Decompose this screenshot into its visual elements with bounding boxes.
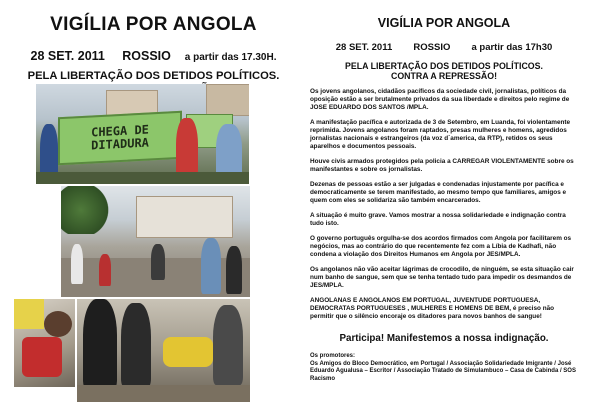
promoters-text: Os Amigos do Bloco Democrático, em Portugal / Associação Solidariedade Imigrante / José Eduardo Agualusa – Escritor / Associação Tratado de Simulambuco – Casa de Cabinda / SOS Racismo [310, 360, 576, 382]
crowd-figure [71, 244, 83, 284]
crowd-figure [151, 244, 165, 280]
left-title: VIGÍLIA POR ANGOLA [50, 14, 257, 35]
crowd-figure [226, 246, 242, 294]
crowd-figure [201, 238, 221, 294]
right-dateline [310, 42, 578, 53]
yellow-cloth-shape [14, 299, 44, 329]
call-to-action: Participa! Manifestemos a nossa indignação. [339, 333, 549, 344]
banner-line1: CHEGA DE [91, 122, 149, 140]
banner-line2: DITADURA [91, 135, 149, 153]
injured-protester-photo [14, 299, 75, 387]
left-time: a partir das 17.30H. [184, 52, 277, 63]
right-heading-line1: PELA LIBERTAÇÃO DOS DETIDOS POLÍTICOS. [345, 61, 543, 71]
bystander-figure [213, 305, 243, 385]
officer-figure [83, 299, 117, 389]
officer-figure [121, 303, 151, 387]
protest-banner-photo [36, 84, 249, 184]
paragraph-6: O governo português orgulha-se dos acordos firmados com Angola por facilitarem os negócios, mas ao contrário do que recentemente fez com a Líbia de Kadhafi, não condena a violação dos Direitos Humanos em Angola por JES/MPLA. [310, 235, 572, 258]
right-title: VIGÍLIA POR ANGOLA [377, 16, 511, 30]
left-date: 28 SET. 2011 [30, 49, 105, 63]
arrest-photo [77, 299, 250, 402]
paragraph-7: Os angolanos não vão aceitar lágrimas de crocodilo, de ninguém, se esta situação cair num banho de sangue, sem que se tenha tentado tudo para impedir os desmandos de JES/MPLA. [310, 266, 574, 289]
right-panel [300, 0, 590, 417]
tree-shape [61, 186, 111, 234]
paragraph-1: Os jovens angolanos, cidadãos pacíficos da sociedade civil, jornalistas, políticos da oposição estão a ser brutalmente privados da sua liberdade e direitos pelo regime de JOSE EDUARDO DOS SANTOS /MPLA. [310, 88, 570, 111]
red-shirt-shape [22, 337, 62, 377]
left-dateline [22, 49, 285, 63]
paragraph-5: A situação é muito grave. Vamos mostrar a nossa solidariedade e indignação contra tudo isto. [310, 212, 566, 227]
protest-banner [58, 111, 182, 165]
promoters-block [310, 353, 578, 383]
left-heading-line1: PELA LIBERTAÇÃO DOS DETIDOS POLÍTICOS. [27, 70, 280, 82]
right-time: a partir das 17h30 [471, 42, 553, 53]
promoters-label: Os promotores: [310, 353, 356, 359]
street-crowd-photo [61, 186, 250, 297]
right-heading-line2: CONTRA A REPRESSÃO! [390, 71, 498, 81]
crowd-figure [99, 254, 111, 286]
paragraph-2: A manifestação pacífica e autorizada de 3 de Setembro, em Luanda, foi violentamente reprimida. Jovens angolanos foram raptados, presas mulheres e homens, agredidos jornalistas nacionais e estrangeiros (da voz d´america, da RTP), retidos os seus aparelhos e documentos pessoais. [310, 119, 571, 150]
left-place: ROSSIO [122, 49, 171, 63]
paragraph-4: Dezenas de pessoas estão a ser julgadas e condenadas injustamente por pacífica e democraticamente se terem manifestado, ao mesmo tempo que familiares, amigos e quem com eles se solidariza são também encarcerados. [310, 181, 567, 204]
ground-shape [36, 172, 249, 184]
yellow-shirt-shape [163, 337, 213, 367]
right-heading [310, 61, 578, 81]
paragraph-3: Houve civis armados protegidos pela policia a CARREGAR VIOLENTAMENTE sobre os manifestantes e sobre os jornalistas. [310, 158, 574, 173]
right-date: 28 SET. 2011 [335, 42, 393, 53]
building-shape [136, 196, 233, 238]
head-shape [44, 311, 72, 337]
right-place: ROSSIO [413, 42, 451, 53]
paragraph-8: ANGOLANAS E ANGOLANOS EM PORTUGAL, JUVENTUDE PORTUGUESA, DEMOCRATAS PORTUGUESES , MULHERES E HOMENS DE BEM, é preciso não permitir que o silêncio encoraje os ditadores para novos banhos de sangue! [310, 297, 555, 320]
building-shape [206, 84, 249, 116]
ground-shape [77, 385, 250, 402]
